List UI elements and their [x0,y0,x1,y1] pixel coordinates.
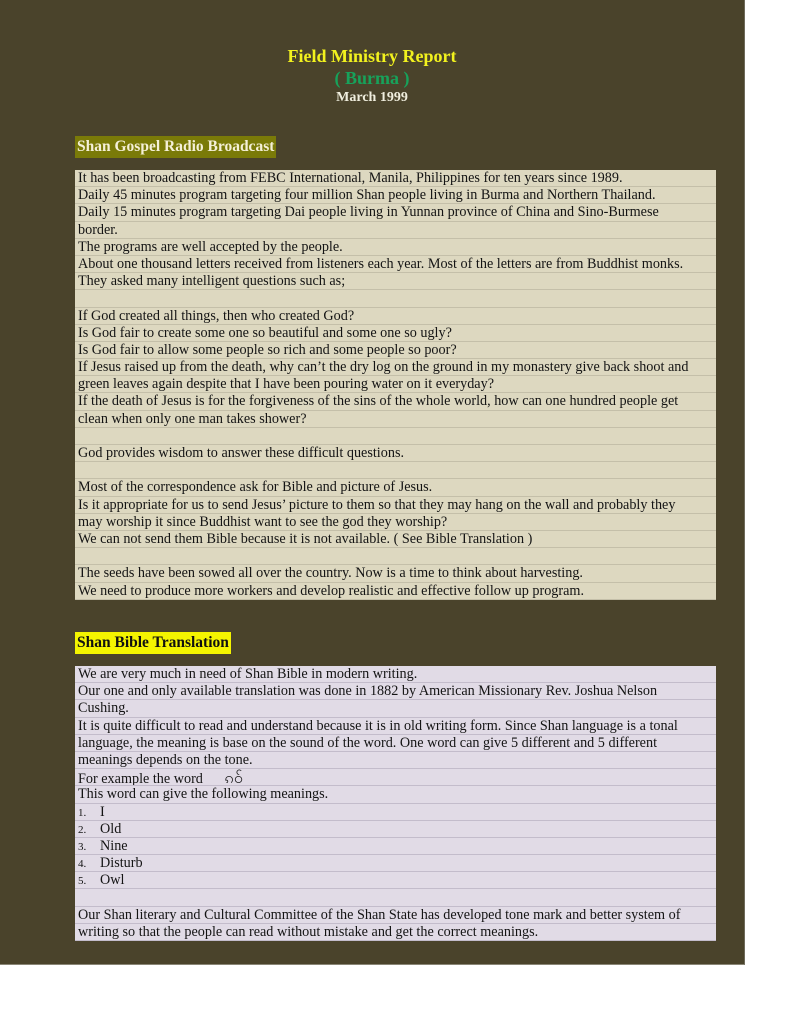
text-line: Is God fair to allow some people so rich and some people so poor? [75,342,716,359]
section-heading-bible-translation: Shan Bible Translation [75,632,231,654]
text-line: We need to produce more workers and develop realistic and effective follow up program. [75,583,716,600]
list-number: 1. [78,806,87,819]
text-line: Most of the correspondence ask for Bible and picture of Jesus. [75,479,716,496]
report-title: Field Ministry Report [287,46,457,66]
text-line: We can not send them Bible because it is not available. ( See Bible Translation ) [75,531,716,548]
meaning-list-item [75,838,716,855]
text-line: green leaves again despite that I have been pouring water on it everyday? [75,376,716,393]
meaning-text: Nine [100,837,128,854]
report-subtitle: ( Burma ) [334,68,410,88]
text-line [75,428,716,445]
list-number: 5. [78,875,87,888]
text-line: language, the meaning is base on the sound of the word. One word can give 5 different and 5 different [75,735,716,752]
text-line: Is God fair to create some one so beautiful and some one so ugly? [75,325,716,342]
text-line: Cushing. [75,700,716,717]
text-line: meanings depends on the tone. [75,752,716,769]
text-line: may worship it since Buddhist want to see the god they worship? [75,514,716,531]
shan-example-word: ၵဝ် [224,769,243,787]
list-number: 3. [78,840,87,853]
text-line: clean when only one man takes shower? [75,411,716,428]
text-line: We are very much in need of Shan Bible in modern writing. [75,666,716,683]
text-line: If God created all things, then who created God? [75,308,716,325]
text-line: About one thousand letters received from listeners each year. Most of the letters are from Buddhist monks. [75,256,716,273]
text-line: Daily 45 minutes program targeting four million Shan people living in Burma and Northern Thailand. [75,187,716,204]
text-line [75,548,716,565]
list-number: 2. [78,823,87,836]
text-line [75,462,716,479]
text-line [75,290,716,307]
text-line: writing so that the people can read without mistake and get the correct meanings. [75,924,716,941]
meaning-list-item [75,872,716,889]
text-line: Our one and only available translation was done in 1882 by American Missionary Rev. Joshua Nelson [75,683,716,700]
meaning-list-item [75,804,716,821]
text-line: The seeds have been sowed all over the country. Now is a time to think about harvesting. [75,565,716,582]
text-line: Daily 15 minutes program targeting Dai people living in Yunnan province of China and Sino-Burmese [75,204,716,221]
text-line: Our Shan literary and Cultural Committee of the Shan State has developed tone mark and better system of [75,907,716,924]
section-heading-radio-broadcast: Shan Gospel Radio Broadcast [75,136,276,158]
text-line: God provides wisdom to answer these difficult questions. [75,445,716,462]
report-date: March 1999 [336,90,408,105]
meaning-text: Owl [100,872,125,889]
meaning-text: Disturb [100,855,143,872]
text-line: Is it appropriate for us to send Jesus’ picture to them so that they may hang on the wall and probably they [75,497,716,514]
text-line: If Jesus raised up from the death, why can’t the dry log on the ground in my monastery give back shoot and [75,359,716,376]
text-line: It is quite difficult to read and understand because it is in old writing form. Since Shan language is a tonal [75,718,716,735]
meaning-text: Old [100,820,122,837]
text-line: border. [75,222,716,239]
text-line [75,889,716,906]
section-body-bible-translation [75,666,716,941]
meanings-intro: This word can give the following meanings. [75,786,716,803]
meaning-text: I [100,803,105,820]
section-body-radio-broadcast [75,170,716,600]
text-line: It has been broadcasting from FEBC International, Manila, Philippines for ten years since 1989. [75,170,716,187]
example-word-line [75,769,716,786]
text-line: The programs are well accepted by the people. [75,239,716,256]
text-line: If the death of Jesus is for the forgiveness of the sins of the whole world, how can one hundred people get [75,393,716,410]
text-line: They asked many intelligent questions such as; [75,273,716,290]
meaning-list-item [75,855,716,872]
meaning-list-item [75,821,716,838]
example-label: For example the word [78,771,203,787]
list-number: 4. [78,858,87,871]
